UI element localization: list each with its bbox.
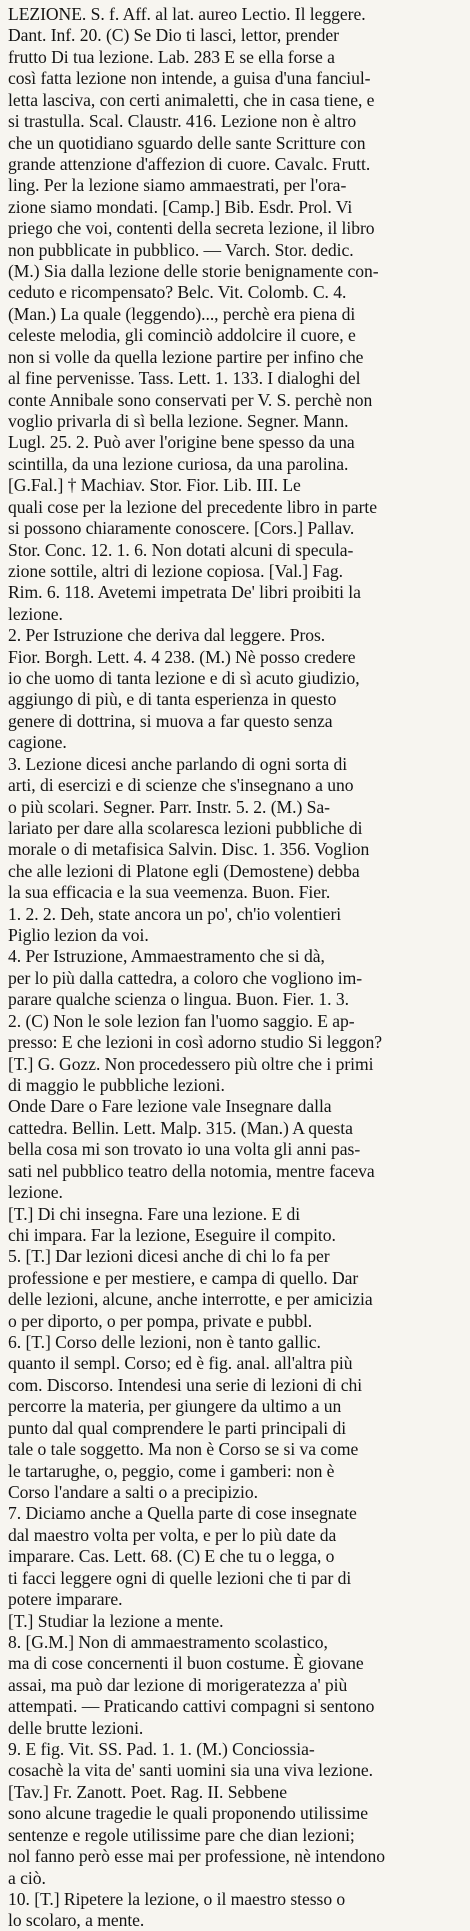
text-line: sati nel pubblico teatro della notomia, mentre faceva (8, 1160, 375, 1181)
text-line: dal maestro volta per volta, e per lo più date da (8, 1524, 337, 1545)
text-line: imparare. Cas. Lett. 68. (C) E che tu o legga, o (8, 1546, 335, 1567)
text-line: Rim. 6. 118. Avetemi impetrata De' libri proibiti la (8, 582, 361, 603)
text-line: si possono chiaramente conoscere. [Cors.] Pallav. (8, 518, 355, 539)
text-line: aggiungo di più, e di tanta esperienza in questo (8, 689, 337, 710)
text-line: delle lezioni, alcune, anche interrotte, e per amicizia (8, 1289, 373, 1310)
text-line: professione e per mestiere, e campa di quello. Dar (8, 1267, 359, 1288)
text-line: grande attenzione d'affezion di cuore. Cavalc. Frutt. (8, 153, 371, 174)
text-line: 1. 2. 2. Deh, state ancora un po', ch'io volentieri (8, 903, 342, 924)
text-line: ma di cose concernenti il buon costume. È giovane (8, 1653, 364, 1674)
text-line: ling. Per la lezione siamo ammaestrati, per l'ora- (8, 175, 347, 196)
text-line: tale o tale soggetto. Ma non è Corso se si va come (8, 1439, 359, 1460)
text-line: quanto il sempl. Corso; ed è fig. anal. all'altra più (8, 1353, 353, 1374)
text-line: voglio privarla di sì bella lezione. Segner. Mann. (8, 410, 349, 431)
text-line: io che uomo di tanta lezione e di sì acuto giudizio, (8, 668, 360, 689)
text-line: [T.] G. Gozz. Non procedessero più oltre che i primi (8, 1053, 374, 1074)
text-line: [G.Fal.] † Machiav. Stor. Fior. Lib. III. Le (8, 475, 301, 496)
text-line: delle brutte lezioni. (8, 1717, 144, 1738)
text-line: o per diporto, o per pompa, private e pubbl. (8, 1310, 313, 1331)
text-line: priego che voi, contenti della secreta lezione, il libro (8, 218, 375, 239)
text-line: 8. [G.M.] Non di ammaestramento scolastico, (8, 1631, 328, 1652)
text-line: com. Discorso. Intendesi una serie di lezioni di chi (8, 1374, 363, 1395)
text-line: o più scolari. Segner. Parr. Instr. 5. 2. (M.) Sa- (8, 796, 330, 817)
text-line: al fine pervenisse. Tass. Lett. 1. 133. I dialoghi del (8, 368, 361, 389)
text-line: lariato per dare alla scolaresca lezioni pubbliche di (8, 817, 363, 838)
text-line: zione sottile, altri di lezione copiosa. [Val.] Fag. (8, 560, 344, 581)
text-line: per lo più dalla cattedra, a coloro che vogliono im- (8, 967, 363, 988)
text-line: a ciò. (8, 1867, 46, 1888)
text-line: 9. E fig. Vit. SS. Pad. 1. 1. (M.) Conciossia- (8, 1739, 315, 1760)
text-line: Corso l'andare a salti o a precipizio. (8, 1481, 258, 1502)
text-line: sentenze e regole utilissime pare che dian lezioni; (8, 1824, 355, 1845)
text-line: ti facci leggere ogni di quelle lezioni che ti par di (8, 1567, 352, 1588)
text-line: si trastulla. Scal. Claustr. 416. Lezione non è altro (8, 111, 357, 132)
text-line: 3. Lezione dicesi anche parlando di ogni sorta di (8, 753, 348, 774)
text-line: zione siamo mondati. [Camp.] Bib. Esdr. Prol. Vi (8, 196, 353, 217)
text-line: lezione. (8, 1182, 63, 1203)
text-line: percorre la materia, per giungere da ultimo a un (8, 1396, 342, 1417)
text-line: lezione. (8, 603, 63, 624)
text-line: chi impara. Far la lezione, Eseguire il compito. (8, 1224, 336, 1245)
text-line: cagione. (8, 732, 67, 753)
text-line: ceduto e ricompensato? Belc. Vit. Colomb. C. 4. (8, 282, 347, 303)
text-line: (Man.) La quale (leggendo)..., perchè era piena di (8, 303, 356, 324)
text-line: 10. [T.] Ripetere la lezione, o il maestro stesso o (8, 1888, 346, 1909)
text-line: sono alcune tragedie le quali proponendo utilissime (8, 1803, 368, 1824)
text-line: morale o di metafisica Salvin. Disc. 1. 356. Voglion (8, 839, 370, 860)
text-line: celeste melodia, gli cominciò addolcire il cuore, e (8, 325, 356, 346)
text-line: letta lasciva, con certi animaletti, che in casa tiene, e (8, 89, 375, 110)
text-line: Lugl. 25. 2. Può aver l'origine bene spesso da una (8, 432, 355, 453)
text-line: che alle lezioni di Platone egli (Demostene) debba (8, 860, 360, 881)
text-line: 4. Per Istruzione, Ammaestramento che si dà, (8, 946, 325, 967)
text-line: 2. Per Istruzione che deriva dal leggere. Pros. (8, 625, 326, 646)
text-line: scintilla, da una lezione curiosa, da una parolina. (8, 453, 349, 474)
text-line: quali cose per la lezione del precedente libro in parte (8, 496, 377, 517)
text-line: Stor. Conc. 12. 1. 6. Non dotati alcuni di specula- (8, 539, 354, 560)
text-line: Onde Dare o Fare lezione vale Insegnare dalla (8, 1096, 332, 1117)
text-line: di maggio le pubbliche lezioni. (8, 1075, 225, 1095)
text-line: cattedra. Bellin. Lett. Malp. 315. (Man.) A questa (8, 1117, 353, 1138)
text-line: non si volle da quella lezione partire per infino che (8, 346, 364, 367)
text-line: che un quotidiano sguardo delle sante Scritture con (8, 132, 366, 153)
text-line: punto dal qual comprendere le parti principali di (8, 1417, 347, 1438)
text-line: [Tav.] Fr. Zanott. Poet. Rag. II. Sebbene (8, 1781, 287, 1802)
text-line: presso: E che lezioni in così adorno studio Si leggon? (8, 1032, 383, 1053)
text-line: 6. [T.] Corso delle lezioni, non è tanto gallic. (8, 1332, 321, 1353)
text-line: cosachè la vita de' santi uomini sia una viva lezione. (8, 1760, 373, 1781)
text-line: Piglio lezion da voi. (8, 925, 149, 946)
text-line: Dant. Inf. 20. (C) Se Dio ti lasci, lettor, prender (8, 25, 339, 46)
text-line: Fior. Borgh. Lett. 4. 4 238. (M.) Nè posso credere (8, 646, 356, 667)
text-line: così fatta lezione non intende, a guisa d'una fanciul- (8, 68, 371, 89)
text-line: arti, di esercizi e di scienze che s'insegnano a uno (8, 775, 354, 796)
text-line: [T.] Di chi insegna. Fare una lezione. E di (8, 1203, 301, 1224)
text-line: le tartarughe, o, peggio, come i gamberi: non è (8, 1460, 335, 1481)
text-line: non pubblicate in pubblico. — Varch. Stor. dedic. (8, 239, 354, 260)
text-line: LEZIONE. S. f. Aff. al lat. aureo Lectio. Il leggere. (8, 4, 366, 24)
text-line: lo scolaro, a mente. (8, 1910, 145, 1931)
text-line: [T.] Studiar la lezione a mente. (8, 1610, 224, 1631)
text-line: 7. Diciamo anche a Quella parte di cose insegnate (8, 1503, 357, 1524)
text-line: assai, ma può dar lezione di morigeratezza a' più (8, 1674, 348, 1695)
text-line: (M.) Sia dalla lezione delle storie benignamente con- (8, 261, 379, 282)
text-line: genere di dottrina, si muova a far questo senza (8, 710, 333, 731)
text-line: potere imparare. (8, 1589, 123, 1610)
text-line: nol fanno però esse mai per professione, nè intendono (8, 1846, 385, 1867)
text-line: attempati. — Praticando cattivi compagni si sentono (8, 1696, 375, 1717)
text-line: la sua efficacia e la sua veemenza. Buon. Fier. (8, 882, 331, 903)
text-line: 2. (C) Non le sole lezion fan l'uomo saggio. E ap- (8, 1010, 355, 1031)
text-line: parare qualche scienza o lingua. Buon. Fier. 1. 3. (8, 989, 349, 1010)
text-line: 5. [T.] Dar lezioni dicesi anche di chi lo fa per (8, 1246, 330, 1267)
text-line: bella cosa mi son trovato io una volta gli anni pas- (8, 1139, 361, 1160)
text-line: conte Annibale sono conservati per V. S. perchè non (8, 389, 373, 410)
text-line: frutto Di tua lezione. Lab. 283 E se ella forse a (8, 46, 335, 67)
